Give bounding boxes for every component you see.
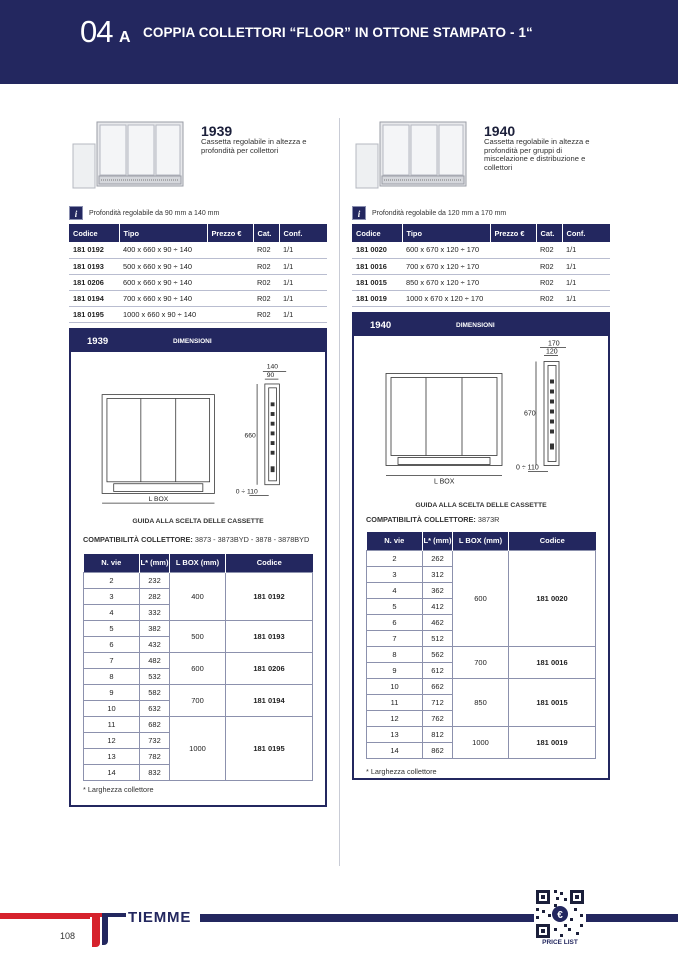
cell-prezzo — [490, 258, 536, 274]
selection-table — [366, 532, 596, 759]
table-row — [69, 258, 327, 274]
cell-prezzo — [207, 242, 253, 258]
compatibility-value: 3873R — [477, 515, 500, 524]
cell-l: 312 — [423, 566, 453, 582]
cell-l: 282 — [140, 588, 170, 604]
cell-codice: 181 0015 — [509, 678, 596, 726]
cell-codice: 181 0020 — [352, 242, 402, 258]
cell-tipo: 1000 x 670 x 120 ÷ 170 — [402, 290, 490, 306]
page-title: COPPIA COLLETTORI “FLOOR” IN OTTONE STAMPATO - 1“ — [143, 25, 533, 40]
cell-conf: 1/1 — [279, 258, 327, 274]
table-row — [69, 274, 327, 290]
table-row — [84, 716, 313, 732]
dimensions-panel — [352, 312, 610, 780]
cell-lbox: 500 — [170, 620, 226, 652]
cell-vie: 14 — [367, 742, 423, 758]
cell-vie: 7 — [367, 630, 423, 646]
cell-vie: 13 — [84, 748, 140, 764]
footer-red-bar — [0, 913, 90, 919]
dimensions-label: DIMENSIONI — [456, 321, 495, 329]
cell-vie: 12 — [84, 732, 140, 748]
cell-l: 512 — [423, 630, 453, 646]
dim-depth-max: 140 — [266, 363, 279, 371]
guide-title: GUIDA ALLA SCELTA DELLE CASSETTE — [415, 502, 547, 509]
dim-offset: 0 ÷ 110 — [516, 464, 539, 472]
cell-lbox: 700 — [170, 684, 226, 716]
dimensions-model: 1939 — [87, 335, 109, 347]
cell-l: 632 — [140, 700, 170, 716]
cell-l: 782 — [140, 748, 170, 764]
cell-l: 612 — [423, 662, 453, 678]
product-description: Cassetta regolabile in altezza e profondità per collettori — [201, 137, 307, 155]
col-header: Conf. — [279, 224, 327, 242]
compatibility-label: COMPATIBILITÀ COLLETTORE: — [83, 535, 193, 544]
cell-conf: 1/1 — [279, 242, 327, 258]
cell-l: 662 — [423, 678, 453, 694]
price-list-label: PRICE LIST — [542, 939, 578, 946]
info-icon: i — [352, 206, 366, 220]
table-row — [367, 726, 596, 742]
cell-l: 482 — [140, 652, 170, 668]
cell-codice: 181 0194 — [69, 290, 119, 306]
cell-codice: 181 0019 — [352, 290, 402, 306]
table-row — [352, 242, 610, 258]
brand-logo-shape — [86, 913, 126, 947]
cell-prezzo — [207, 274, 253, 290]
cell-codice: 181 0015 — [352, 274, 402, 290]
cell-codice: 181 0194 — [226, 684, 313, 716]
col-header: L* (mm) — [423, 532, 453, 550]
cell-l: 532 — [140, 668, 170, 684]
table-row — [367, 550, 596, 566]
cell-tipo: 500 x 660 x 90 ÷ 140 — [119, 258, 207, 274]
table-row — [84, 652, 313, 668]
info-text: Profondità regolabile da 120 mm a 170 mm — [372, 209, 507, 217]
cell-l: 332 — [140, 604, 170, 620]
dim-depth-min: 120 — [546, 348, 558, 356]
cell-prezzo — [207, 258, 253, 274]
cell-l: 362 — [423, 582, 453, 598]
cell-l: 562 — [423, 646, 453, 662]
cell-l: 762 — [423, 710, 453, 726]
cell-codice: 181 0195 — [226, 716, 313, 780]
footnote: * Larghezza collettore — [366, 766, 437, 776]
table-row — [352, 258, 610, 274]
cell-conf: 1/1 — [279, 306, 327, 322]
cell-l: 812 — [423, 726, 453, 742]
product-code: 1939 — [201, 123, 233, 139]
cell-l: 232 — [140, 572, 170, 588]
cell-vie: 2 — [84, 572, 140, 588]
cell-vie: 10 — [84, 700, 140, 716]
table-row — [84, 620, 313, 636]
cell-vie: 8 — [84, 668, 140, 684]
col-header: Codice — [226, 554, 313, 572]
cell-codice: 181 0192 — [69, 242, 119, 258]
dim-lbox: L BOX — [148, 496, 169, 504]
compatibility-value: 3873 - 3873BYD - 3878 - 3878BYD — [194, 535, 310, 544]
dimensions-model: 1940 — [370, 319, 392, 331]
col-header: N. vie — [367, 532, 423, 550]
cell-codice: 181 0020 — [509, 550, 596, 646]
footnote: * Larghezza collettore — [83, 784, 154, 794]
cell-prezzo — [490, 290, 536, 306]
chapter-number: 04 — [80, 14, 113, 49]
cell-l: 582 — [140, 684, 170, 700]
dimensions-header — [354, 314, 608, 336]
col-header: Cat. — [253, 224, 279, 242]
table-row — [69, 290, 327, 306]
product-table — [352, 224, 610, 307]
info-text: Profondità regolabile da 90 mm a 140 mm — [89, 209, 220, 217]
cell-codice: 181 0206 — [226, 652, 313, 684]
cell-vie: 11 — [84, 716, 140, 732]
page-number: 108 — [60, 931, 76, 941]
cell-vie: 3 — [84, 588, 140, 604]
cell-cat: R02 — [253, 274, 279, 290]
product-image — [69, 118, 187, 200]
cell-cat: R02 — [253, 258, 279, 274]
dimension-drawing — [354, 336, 608, 491]
cell-lbox: 1000 — [453, 726, 509, 758]
dim-offset: 0 ÷ 110 — [235, 488, 258, 496]
cell-codice: 181 0019 — [509, 726, 596, 758]
dimension-drawing — [71, 352, 325, 507]
cell-vie: 4 — [367, 582, 423, 598]
dimensions-panel — [69, 328, 327, 807]
cell-conf: 1/1 — [562, 258, 610, 274]
col-header: Cat. — [536, 224, 562, 242]
col-header: Codice — [509, 532, 596, 550]
guide-title: GUIDA ALLA SCELTA DELLE CASSETTE — [132, 518, 264, 525]
cell-tipo: 700 x 660 x 90 ÷ 140 — [119, 290, 207, 306]
cell-conf: 1/1 — [562, 242, 610, 258]
cell-l: 862 — [423, 742, 453, 758]
cell-l: 462 — [423, 614, 453, 630]
cell-lbox: 600 — [453, 550, 509, 646]
table-row — [367, 678, 596, 694]
cell-l: 432 — [140, 636, 170, 652]
cell-conf: 1/1 — [279, 274, 327, 290]
compatibility — [83, 535, 325, 544]
column-divider — [339, 118, 340, 866]
cell-codice: 181 0193 — [226, 620, 313, 652]
col-header: L BOX (mm) — [170, 554, 226, 572]
cell-vie: 8 — [367, 646, 423, 662]
cell-vie: 3 — [367, 566, 423, 582]
cell-cat: R02 — [253, 306, 279, 322]
qr-code-icon — [534, 888, 586, 940]
product-image — [352, 118, 470, 200]
compatibility-label: COMPATIBILITÀ COLLETTORE: — [366, 515, 476, 524]
dim-depth-min: 90 — [266, 372, 275, 380]
cell-vie: 6 — [367, 614, 423, 630]
table-row — [69, 306, 327, 322]
table-row — [352, 290, 610, 306]
col-header: N. vie — [84, 554, 140, 572]
dimensions-label: DIMENSIONI — [173, 337, 212, 345]
cell-vie: 13 — [367, 726, 423, 742]
table-row — [367, 646, 596, 662]
dimensions-header — [71, 330, 325, 352]
cell-cat: R02 — [536, 290, 562, 306]
dim-height: 670 — [524, 410, 536, 418]
cell-cat: R02 — [253, 290, 279, 306]
cell-vie: 7 — [84, 652, 140, 668]
cell-cat: R02 — [536, 242, 562, 258]
cell-prezzo — [207, 290, 253, 306]
footer-navy-bar — [200, 914, 678, 922]
info-icon: i — [69, 206, 83, 220]
col-header: Codice — [352, 224, 402, 242]
cell-codice: 181 0206 — [69, 274, 119, 290]
col-header: L BOX (mm) — [453, 532, 509, 550]
cell-lbox: 600 — [170, 652, 226, 684]
dim-lbox: L BOX — [434, 478, 455, 486]
product-code: 1940 — [484, 123, 516, 139]
cell-prezzo — [490, 274, 536, 290]
page-header — [0, 0, 678, 84]
cell-conf: 1/1 — [562, 274, 610, 290]
cell-l: 712 — [423, 694, 453, 710]
brand-name: TIEMME — [128, 909, 192, 926]
table-row — [352, 274, 610, 290]
info-row — [69, 206, 219, 220]
col-header: Prezzo € — [207, 224, 253, 242]
table-row — [84, 572, 313, 588]
cell-vie: 5 — [84, 620, 140, 636]
cell-tipo: 600 x 660 x 90 ÷ 140 — [119, 274, 207, 290]
selection-table — [83, 554, 313, 781]
cell-lbox: 400 — [170, 572, 226, 620]
cell-cat: R02 — [536, 274, 562, 290]
cell-vie: 2 — [367, 550, 423, 566]
cell-tipo: 600 x 670 x 120 ÷ 170 — [402, 242, 490, 258]
cell-prezzo — [207, 306, 253, 322]
cell-vie: 9 — [367, 662, 423, 678]
dim-height: 660 — [244, 432, 256, 440]
cell-l: 682 — [140, 716, 170, 732]
cell-l: 832 — [140, 764, 170, 780]
cell-cat: R02 — [536, 258, 562, 274]
cell-lbox: 700 — [453, 646, 509, 678]
cell-vie: 10 — [367, 678, 423, 694]
cell-l: 412 — [423, 598, 453, 614]
cell-lbox: 850 — [453, 678, 509, 726]
cell-conf: 1/1 — [562, 290, 610, 306]
dim-depth-max: 170 — [548, 340, 560, 348]
col-header: Conf. — [562, 224, 610, 242]
cell-vie: 5 — [367, 598, 423, 614]
svg-text:€: € — [557, 910, 563, 921]
cell-vie: 6 — [84, 636, 140, 652]
cell-l: 732 — [140, 732, 170, 748]
cell-codice: 181 0016 — [509, 646, 596, 678]
cell-codice: 181 0016 — [352, 258, 402, 274]
cell-l: 262 — [423, 550, 453, 566]
table-row — [84, 684, 313, 700]
product-table — [69, 224, 327, 323]
cell-tipo: 400 x 660 x 90 ÷ 140 — [119, 242, 207, 258]
chapter-suffix: A — [119, 29, 131, 46]
cell-tipo: 1000 x 660 x 90 ÷ 140 — [119, 306, 207, 322]
col-header: Codice — [69, 224, 119, 242]
cell-lbox: 1000 — [170, 716, 226, 780]
cell-vie: 14 — [84, 764, 140, 780]
cell-prezzo — [490, 242, 536, 258]
cell-vie: 11 — [367, 694, 423, 710]
cell-vie: 12 — [367, 710, 423, 726]
product-description: Cassetta regolabile in altezza e profondità per gruppi di miscelazione e distribuzione e collettori — [484, 137, 590, 172]
cell-tipo: 700 x 670 x 120 ÷ 170 — [402, 258, 490, 274]
cell-cat: R02 — [253, 242, 279, 258]
cell-l: 382 — [140, 620, 170, 636]
col-header: Tipo — [402, 224, 490, 242]
col-header: L* (mm) — [140, 554, 170, 572]
compatibility — [366, 515, 608, 524]
cell-codice: 181 0192 — [226, 572, 313, 620]
info-row — [352, 206, 506, 220]
cell-vie: 4 — [84, 604, 140, 620]
cell-tipo: 850 x 670 x 120 ÷ 170 — [402, 274, 490, 290]
cell-conf: 1/1 — [279, 290, 327, 306]
col-header: Prezzo € — [490, 224, 536, 242]
col-header: Tipo — [119, 224, 207, 242]
cell-codice: 181 0195 — [69, 306, 119, 322]
cell-vie: 9 — [84, 684, 140, 700]
table-row — [69, 242, 327, 258]
cell-codice: 181 0193 — [69, 258, 119, 274]
